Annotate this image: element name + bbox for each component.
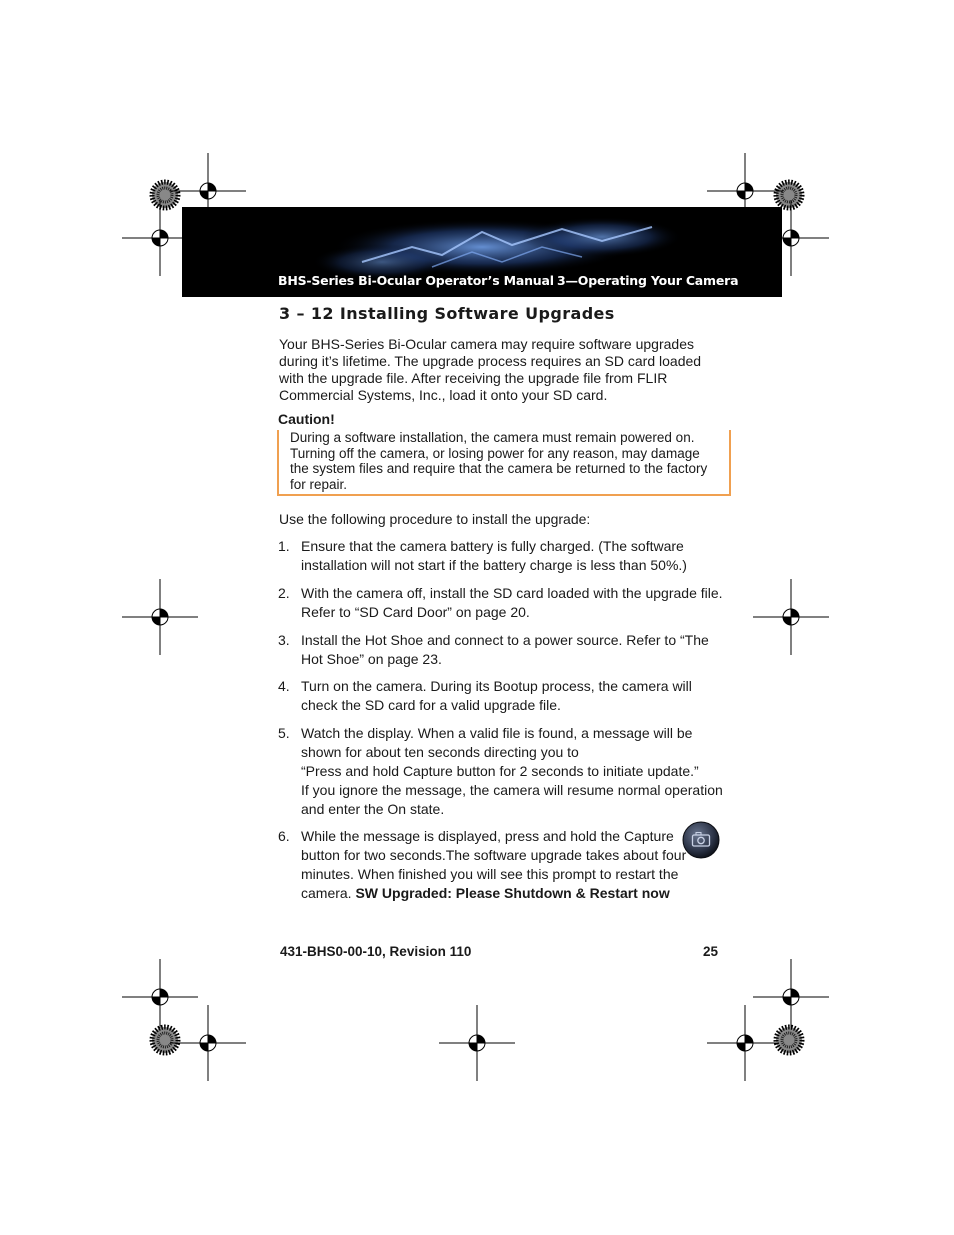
page-number: 25: [703, 944, 719, 959]
step-text-part: While the message is displayed, press and hold the Capture button for two seconds.The software upgrade takes about four minutes. When finished you will see this prompt to restart the camera.: [301, 828, 687, 901]
step-3: [278, 631, 723, 669]
manual-title: BHS-Series Bi-Ocular Operator’s Manual: [278, 273, 554, 288]
step-text: [278, 827, 688, 903]
upgrade-prompt: SW Upgraded: Please Shutdown & Restart now: [355, 885, 670, 901]
step-6: [278, 827, 688, 903]
header-banner: [182, 207, 782, 297]
step-text: Install the Hot Shoe and connect to a power source. Refer to “The Hot Shoe” on page 23.: [301, 632, 709, 667]
step-number: 1.: [278, 538, 290, 554]
step-text-part: Watch the display. When a valid file is found, a message will be shown for about ten seconds directing you to: [301, 725, 693, 760]
step-text: [278, 724, 723, 819]
chapter-title: 3—Operating Your Camera: [557, 273, 739, 288]
step-text: Turn on the camera. During its Bootup process, the camera will check the SD card for a valid upgrade file.: [301, 678, 692, 713]
camera-icon: [682, 821, 720, 859]
step-2: [278, 584, 723, 622]
step-number: 5.: [278, 725, 290, 741]
update-message: “Press and hold Capture button for 2 seconds to initiate update.”: [301, 763, 699, 779]
step-text: Ensure that the camera battery is fully charged. (The software installation will not start if the battery charge is less than 50%.): [301, 538, 687, 573]
step-number: 2.: [278, 585, 290, 601]
caution-label: Caution!: [278, 411, 335, 427]
step-text: With the camera off, install the SD card loaded with the upgrade file. Refer to “SD Card Door” on page 20.: [301, 585, 723, 620]
procedure-lead: Use the following procedure to install the upgrade:: [279, 511, 591, 527]
intro-paragraph: Your BHS-Series Bi-Ocular camera may require software upgrades during it’s lifetime. The upgrade process requires an SD card loaded with the upgrade file. After receiving the upgrade file from FLIR Commercial Systems, Inc., load it onto your SD card.: [279, 336, 702, 403]
section-title: 3 – 12 Installing Software Upgrades: [279, 304, 615, 323]
bottom-marks: [122, 959, 829, 1081]
step-4: [278, 677, 723, 715]
caution-text: During a software installation, the camera must remain powered on. Turning off the camera, or losing power for any reason, may damage the system files and require that the camera be returned to the factory for repair.: [290, 430, 708, 492]
step-5: [278, 724, 723, 819]
step-text-part: If you ignore the message, the camera will resume normal operation and enter the On state.: [301, 782, 723, 817]
footer-doc-number: 431-BHS0-00-10, Revision 110: [280, 944, 472, 959]
step-number: 4.: [278, 678, 290, 694]
step-1: [278, 537, 723, 575]
step-number: 3.: [278, 632, 290, 648]
caution-box: [277, 430, 731, 496]
step-number: 6.: [278, 828, 290, 844]
